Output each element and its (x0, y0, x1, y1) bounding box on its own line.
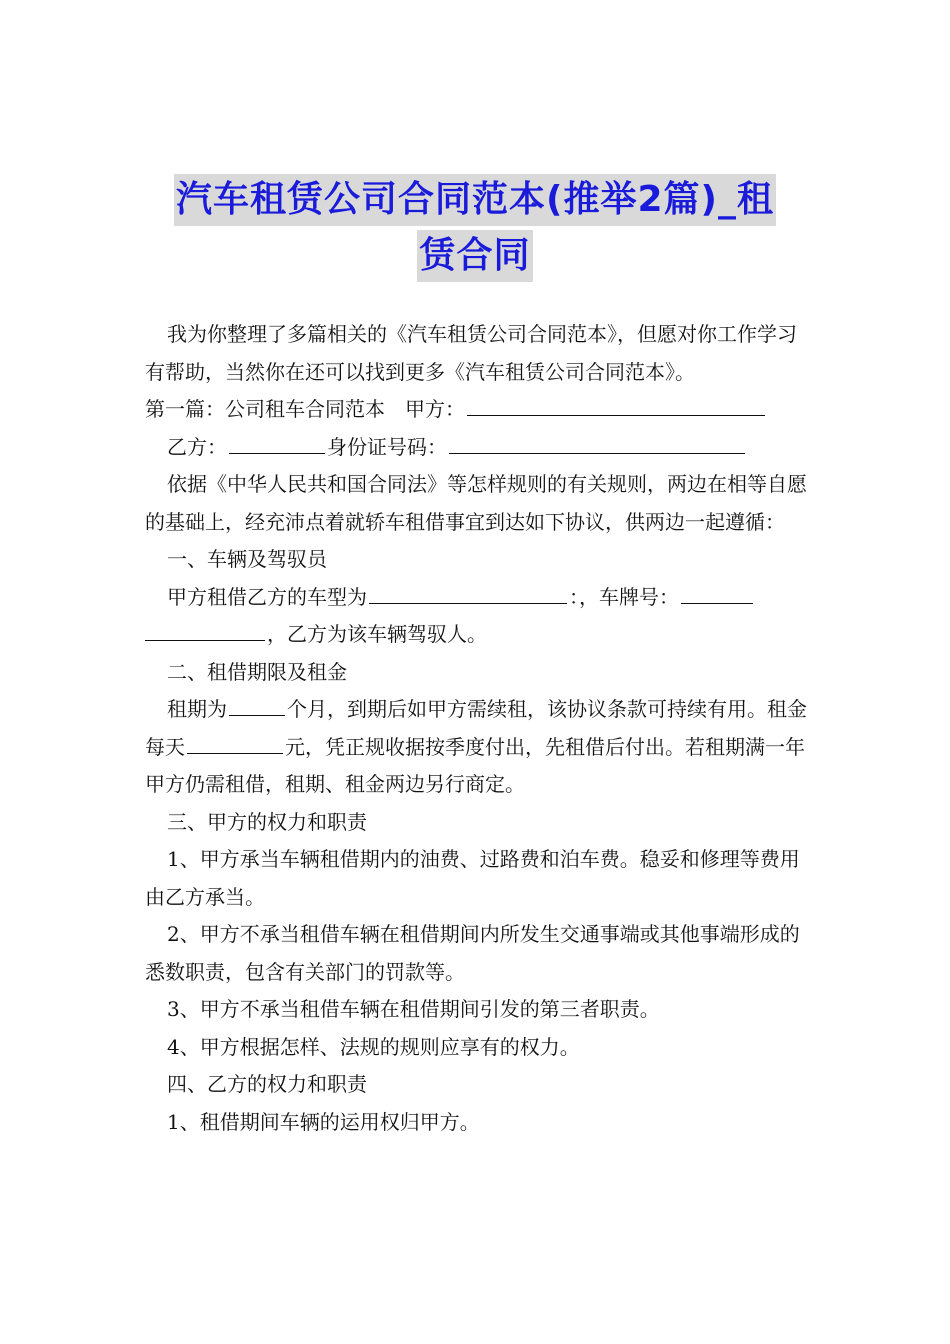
party-a-blank (467, 395, 765, 416)
basis-paragraph: 依据《中华人民共和国合同法》等怎样规则的有关规则，两边在相等自愿的基础上，经充沛点着就轿车租借事宜到达如下协议，供两边一起遵循： (145, 472, 807, 534)
party-b-label: 乙方： (167, 434, 227, 459)
section-3-item-1: 1、甲方承当车辆租借期内的油费、过路费和泊车费。稳妥和修理等费用由乙方承当。 (145, 847, 800, 909)
section-3-item-4: 4、甲方根据怎样、法规的规则应享有的权力。 (167, 1034, 580, 1059)
driver-clause: ，乙方为该车辆驾驭人。 (267, 622, 487, 646)
intro-paragraph: 我为你整理了多篇相关的《汽车租赁公司合同范本》，但愿对你工作学习有帮助，当然你在还可以找到更多《汽车租赁公司合同范本》。 (145, 322, 797, 384)
section-3-heading: 三、甲方的权力和职责 (167, 809, 367, 834)
section-4-heading: 四、乙方的权力和职责 (167, 1072, 367, 1096)
daily-rent-blank (187, 733, 283, 754)
section-4-item-1: 1、租借期间车辆的运用权归甲方。 (167, 1109, 480, 1134)
rent-clause: 元，凭正规收据按季度付出，先租借后付出。若租期满一年甲方仍需租借，租期、租金两边另行商定。 (145, 734, 805, 796)
term-months-blank (229, 695, 285, 716)
vehicle-type-label: 甲方租借乙方的车型为 (167, 584, 367, 609)
first-article-heading (145, 391, 810, 429)
id-number-blank (449, 433, 745, 454)
section-2-paragraph (145, 691, 810, 804)
plate-number-label: ：，车牌号： (569, 584, 679, 609)
section-2-heading: 二、租借期限及租金 (167, 659, 347, 684)
vehicle-type-blank (369, 583, 567, 604)
term-label: 租期为 (167, 697, 227, 721)
id-number-label: 身份证号码： (327, 434, 447, 459)
title-line-1: 汽车租赁公司合同范本(推举2篇)_租 (174, 174, 776, 226)
term-clause: 个月，到期后如甲方需续租，该协议条款可持续有用。租金每天 (145, 697, 807, 759)
party-b-blank (229, 433, 325, 454)
document-body (145, 316, 810, 1141)
plate-number-blank-1 (681, 583, 753, 604)
section-1-paragraph (145, 579, 810, 654)
plate-number-blank-2 (145, 620, 265, 641)
title-line-2: 赁合同 (417, 230, 532, 282)
first-article-label: 第一篇：公司租车合同范本 甲方： (145, 397, 465, 421)
section-3-item-2: 2、甲方不承当租借车辆在租借期间内所发生交通事端或其他事端形成的悉数职责，包含有关部门的罚款等。 (145, 922, 800, 984)
party-b-line (145, 429, 810, 467)
section-3-item-3: 3、甲方不承当租借车辆在租借期间引发的第三者职责。 (167, 997, 660, 1021)
section-1-heading: 一、车辆及驾驭员 (167, 547, 327, 571)
document-title (0, 174, 950, 282)
